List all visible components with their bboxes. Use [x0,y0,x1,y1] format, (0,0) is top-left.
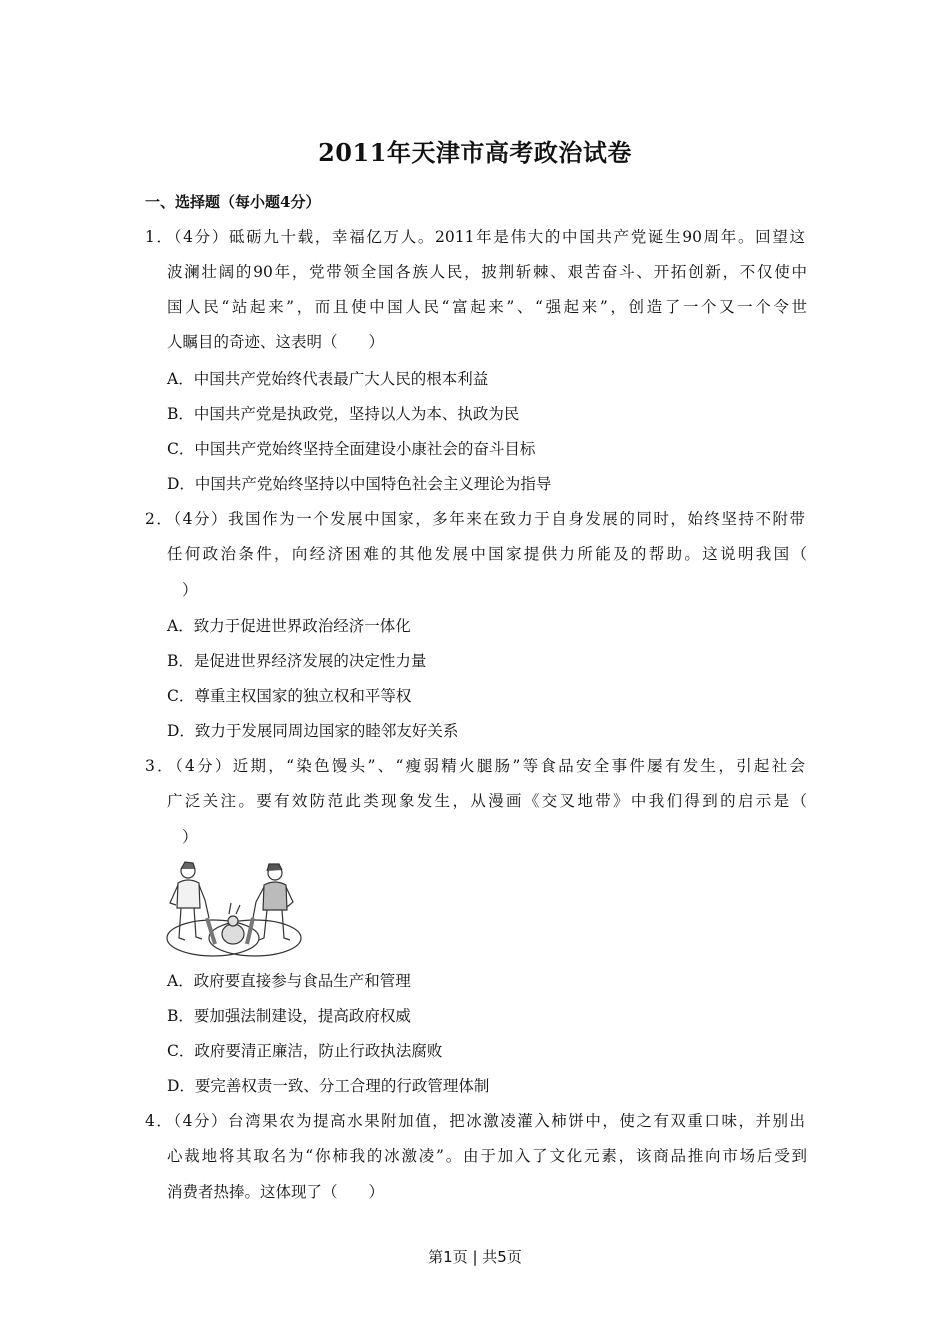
question-1-option-a: A．中国共产党始终代表最广大人民的根本利益 [167,370,489,388]
crossroads-cartoon-image [163,858,303,960]
question-3-option-d: D．要完善权责一致、分工合理的行政管理体制 [167,1077,490,1095]
question-4-line-2: 心裁地将其取名为“你柿我的冰激凌”。由于加入了文化元素，该商品推向市场后受到 [167,1147,807,1165]
question-3-option-c: C．政府要清正廉洁，防止行政执法腐败 [167,1042,443,1060]
question-3-line-2: 广泛关注。要有效防范此类现象发生，从漫画《交叉地带》中我们得到的启示是（ [167,792,807,810]
exam-title: 2011年天津市高考政治试卷 [318,138,632,167]
question-1-line-2: 波澜壮阔的90年，党带领全国各族人民，披荆斩棘、艰苦奋斗、开拓创新，不仅使中 [167,263,807,281]
page-footer: 第1页 | 共5页 [428,1248,522,1266]
question-3-option-b: B．要加强法制建设，提高政府权威 [167,1007,411,1025]
question-2-option-d: D．致力于发展同周边国家的睦邻友好关系 [167,722,459,740]
left-club [207,918,215,944]
section-heading: 一、选择题（每小题4分） [145,193,321,211]
question-2-option-a: A．致力于促进世界政治经济一体化 [167,617,411,635]
question-3-option-a: A．政府要直接参与食品生产和管理 [167,972,411,990]
question-1-line-3: 国人民“站起来”，而且使中国人民“富起来”、“强起来”，创造了一个又一个令世 [167,298,807,316]
question-1-option-d: D．中国共产党始终坚持以中国特色社会主义理论为指导 [167,475,552,493]
question-1-line-1: 1．（4分）砥砺九十载，幸福亿万人。2011年是伟大的中国共产党诞生90周年。回望这 [145,228,805,246]
question-2-line-3: ） [182,581,198,599]
question-1-option-b: B．中国共产党是执政党，坚持以人为本、执政为民 [167,405,520,423]
question-2-line-2: 任何政治条件，向经济困难的其他发展中国家提供力所能及的帮助。这说明我国（ [167,545,807,563]
question-1-line-4: 人瞩目的奇迹、这表明（ ） [167,333,385,351]
question-4-line-1: 4．（4分）台湾果农为提高水果附加值，把冰激凌灌入柿饼中，使之有双重口味，并别出 [145,1112,805,1130]
question-2-option-c: C．尊重主权国家的独立权和平等权 [167,687,412,705]
question-3-line-3: ） [182,828,198,846]
right-club [247,918,253,944]
right-official-figure [253,864,293,940]
question-1-option-c: C．中国共产党始终坚持全面建设小康社会的奋斗目标 [167,440,536,458]
left-official-figure [170,862,209,940]
question-4-line-3: 消费者热捧。这体现了（ ） [167,1183,385,1201]
question-3-line-1: 3．（4分）近期，“染色馒头”、“瘦弱精火腿肠”等食品安全事件屡有发生，引起社会 [145,757,805,775]
question-2-line-1: 2．（4分）我国作为一个发展中国家，多年来在致力于自身发展的同时，始终坚持不附带 [145,510,805,528]
question-2-option-b: B．是促进世界经济发展的决定性力量 [167,652,427,670]
